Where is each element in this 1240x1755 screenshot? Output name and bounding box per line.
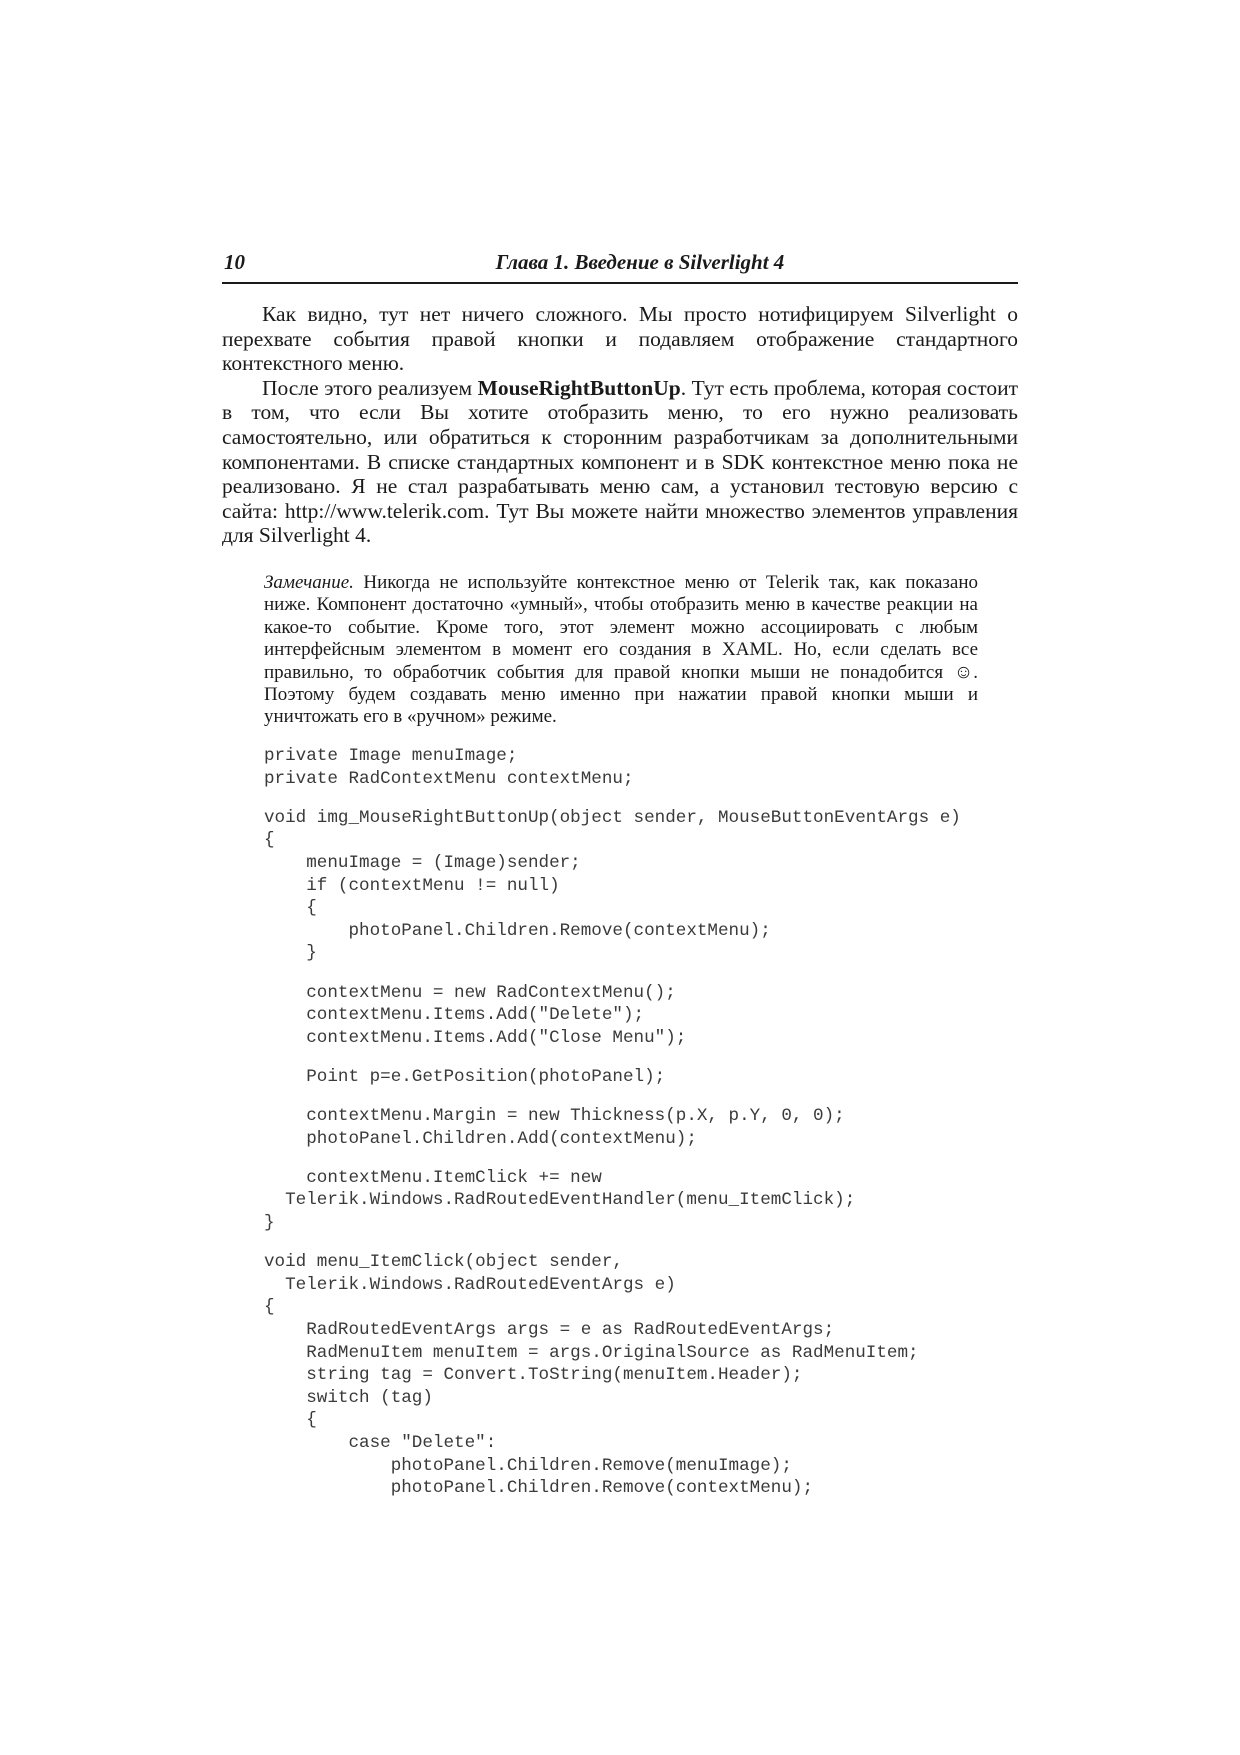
code-blank-line (264, 790, 1024, 807)
code-line: menuImage = (Image)sender; (264, 852, 581, 873)
paragraph (222, 376, 1018, 548)
code-line: private RadContextMenu contextMenu; (264, 768, 634, 789)
note-label: Замечание. (264, 572, 354, 593)
code-line: } (264, 943, 317, 964)
code-line: if (contextMenu != null) (264, 875, 560, 896)
code-line: RadRoutedEventArgs args = e as RadRoutedEventArgs; (264, 1320, 835, 1341)
code-line: Point p=e.GetPosition(photoPanel); (264, 1066, 666, 1087)
code-line: photoPanel.Children.Remove(contextMenu); (264, 920, 771, 941)
code-line: Telerik.Windows.RadRoutedEventHandler(menu_ItemClick); (264, 1190, 856, 1211)
code-line: contextMenu.Items.Add("Close Menu"); (264, 1027, 687, 1048)
code-line: { (264, 1410, 317, 1431)
code-blank-line (264, 1235, 1024, 1252)
code-line: switch (tag) (264, 1387, 433, 1408)
code-line: RadMenuItem menuItem = args.OriginalSource as RadMenuItem; (264, 1342, 919, 1363)
code-line: contextMenu.ItemClick += new (264, 1167, 602, 1188)
code-line: Telerik.Windows.RadRoutedEventArgs e) (264, 1274, 676, 1295)
code-line: { (264, 1297, 275, 1318)
code-line: photoPanel.Children.Remove(menuImage); (264, 1455, 792, 1476)
code-blank-line (264, 1089, 1024, 1106)
code-line: } (264, 1213, 275, 1234)
code-line: photoPanel.Children.Remove(contextMenu); (264, 1478, 814, 1499)
running-header (222, 248, 1018, 284)
code-line: contextMenu.Margin = new Thickness(p.X, p.Y, 0, 0); (264, 1106, 845, 1127)
body-text (222, 302, 1018, 548)
chapter-title: Глава 1. Введение в Silverlight 4 (495, 250, 785, 274)
code-line: photoPanel.Children.Add(contextMenu); (264, 1128, 697, 1149)
paragraph: Как видно, тут нет ничего сложного. Мы просто нотифицируем Silverlight о перехвате события правой кнопки и подавляем отображение стандартного контекстного меню. (222, 302, 1018, 376)
code-line: private Image menuImage; (264, 746, 518, 766)
code-line: contextMenu.Items.Add("Delete"); (264, 1005, 645, 1026)
paragraph-text: . Тут есть проблема, которая состоит в том, что если Вы хотите отобразить меню, то его нужно реализовать самостоятельно, или обратиться к сторонним разработчикам за дополнительными компонентами. В списке стандартных компонент и в SDK контекстное меню пока не реализовано. Я не стал разрабатывать меню сам, а установил тестовую версию с сайта: http://www.telerik.com. Тут Вы можете найти множество элементов управления для Silverlight 4. (222, 375, 1018, 548)
code-line: contextMenu = new RadContextMenu(); (264, 982, 676, 1003)
bold-term: MouseRightButtonUp (477, 375, 681, 400)
code-blank-line (264, 965, 1024, 982)
paragraph-text: После этого реализуем (262, 375, 478, 400)
code-listing (264, 745, 1024, 1500)
code-line: case "Delete": (264, 1433, 497, 1453)
code-blank-line (264, 1049, 1024, 1066)
note-text: Никогда не используйте контекстное меню от Telerik так, как показано ниже. Компонент достаточно «умный», чтобы отобразить меню в качестве реакции на какое-то событие. Кроме того, этот элемент можно ассоциировать с любым интерфейсным элементом в момент его создания в XAML. Но, если сделать все правильно, то обработчик события для правой кнопки мыши не понадобится ☺. Поэтому будем создавать меню именно при нажатии правой кнопки мыши и уничтожать его в «ручном» режиме. (264, 572, 978, 728)
code-line: string tag = Convert.ToString(menuItem.Header); (264, 1365, 803, 1386)
code-line: void img_MouseRightButtonUp(object sender, MouseButtonEventArgs e) (264, 807, 961, 828)
code-line: { (264, 830, 275, 851)
code-line: void menu_ItemClick(object sender, (264, 1252, 623, 1273)
page-number: 10 (224, 250, 245, 274)
code-line: { (264, 898, 317, 919)
note-block (264, 572, 978, 729)
code-blank-line (264, 1150, 1024, 1167)
